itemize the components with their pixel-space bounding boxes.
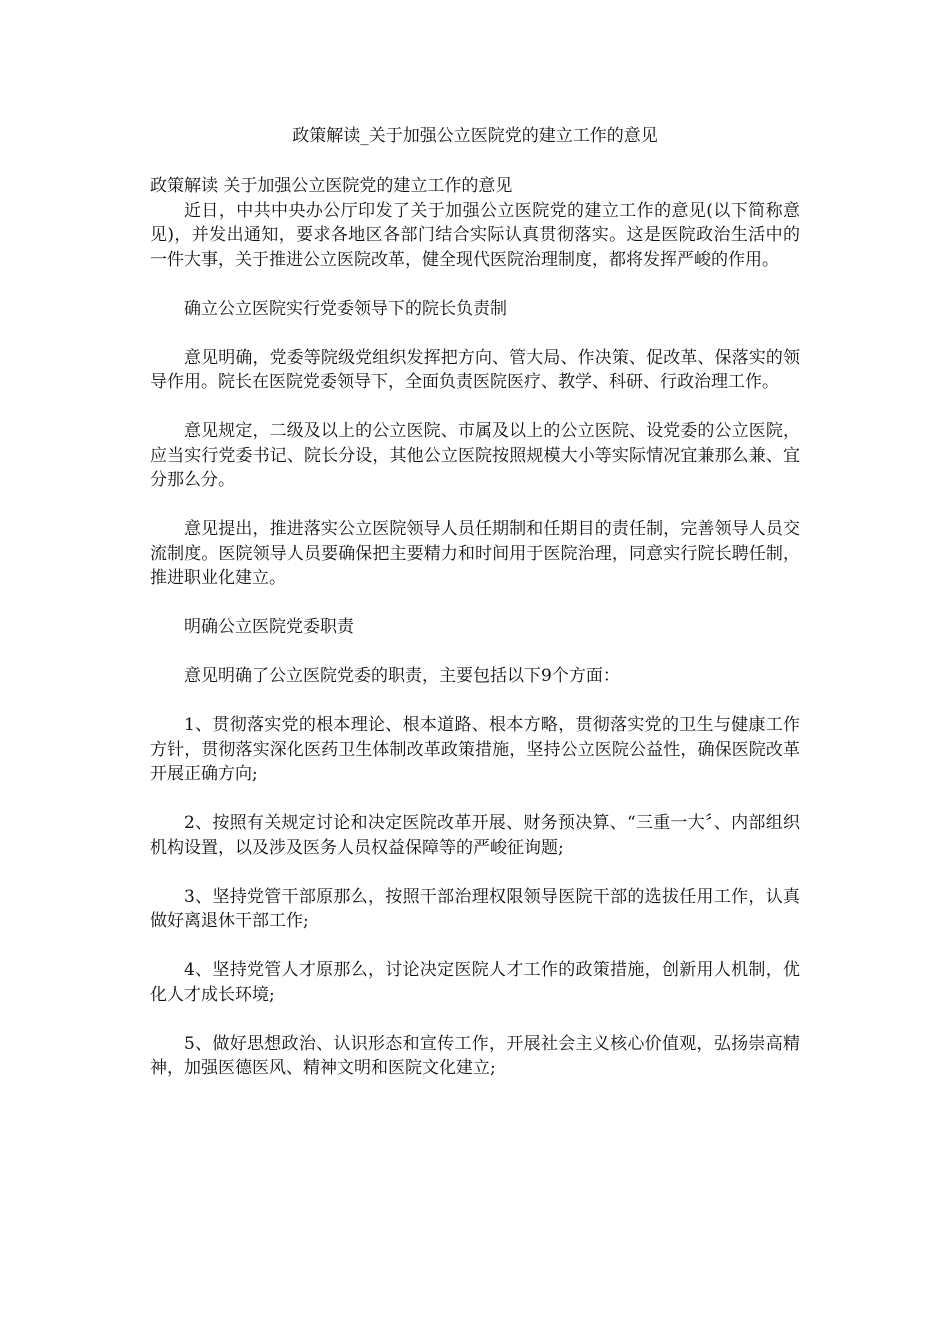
list-item: 5、做好思想政治、认识形态和宣传工作，开展社会主义核心价值观，弘扬崇高精神，加强医德医风、精神文明和医院文化建立; xyxy=(150,1033,800,1078)
paragraph: 意见提出，推进落实公立医院领导人员任期制和任期目的责任制，完善领导人员交流制度。医院领导人员要确保把主要精力和时间用于医院治理，同意实行院长聘任制，推进职业化建立。 xyxy=(150,519,800,588)
section-heading-president-responsibility: 确立公立医院实行党委领导下的院长负责制 xyxy=(184,298,507,319)
document-subtitle: 政策解读 关于加强公立医院党的建立工作的意见 xyxy=(150,176,513,196)
paragraph: 意见规定，二级及以上的公立医院、市属及以上的公立医院、设党委的公立医院，应当实行党委书记、院长分设，其他公立医院按照规模大小等实际情况宜兼那么兼、宜分那么分。 xyxy=(150,421,800,490)
list-item: 3、坚持党管干部原那么，按照干部治理权限领导医院干部的选拔任用工作，认真做好离退休干部工作; xyxy=(150,886,800,931)
section-heading-party-duties: 明确公立医院党委职责 xyxy=(184,617,354,637)
paragraph: 意见明确了公立医院党委的职责，主要包括以下9个方面： xyxy=(184,666,620,686)
paragraph: 意见明确，党委等院级党组织发挥把方向、管大局、作决策、促改革、保落实的领导作用。院长在医院党委领导下，全面负责医院医疗、教学、科研、行政治理工作。 xyxy=(150,347,800,392)
list-item: 4、坚持党管人才原那么，讨论决定医院人才工作的政策措施，创新用人机制，优化人才成长环境; xyxy=(150,960,800,1005)
list-item: 2、按照有关规定讨论和决定医院改革开展、财务预决算、“三重一大〞、内部组织机构设置，以及涉及医务人员权益保障等的严峻征询题; xyxy=(150,813,800,858)
document-title: 政策解读_关于加强公立医院党的建立工作的意见 xyxy=(292,126,658,146)
list-item: 1、贯彻落实党的根本理论、根本道路、根本方略，贯彻落实党的卫生与健康工作方针，贯彻落实深化医药卫生体制改革政策措施，坚持公立医院公益性，确保医院改革开展正确方向; xyxy=(150,715,800,784)
paragraph-intro: 近日，中共中央办公厅印发了关于加强公立医院党的建立工作的意见(以下简称意见)，并发出通知，要求各地区各部门结合实际认真贯彻落实。这是医院政治生活中的一件大事，关于推进公立医院改革，健全现代医院治理制度，都将发挥严峻的作用。 xyxy=(150,200,800,270)
document-body xyxy=(150,174,800,1105)
